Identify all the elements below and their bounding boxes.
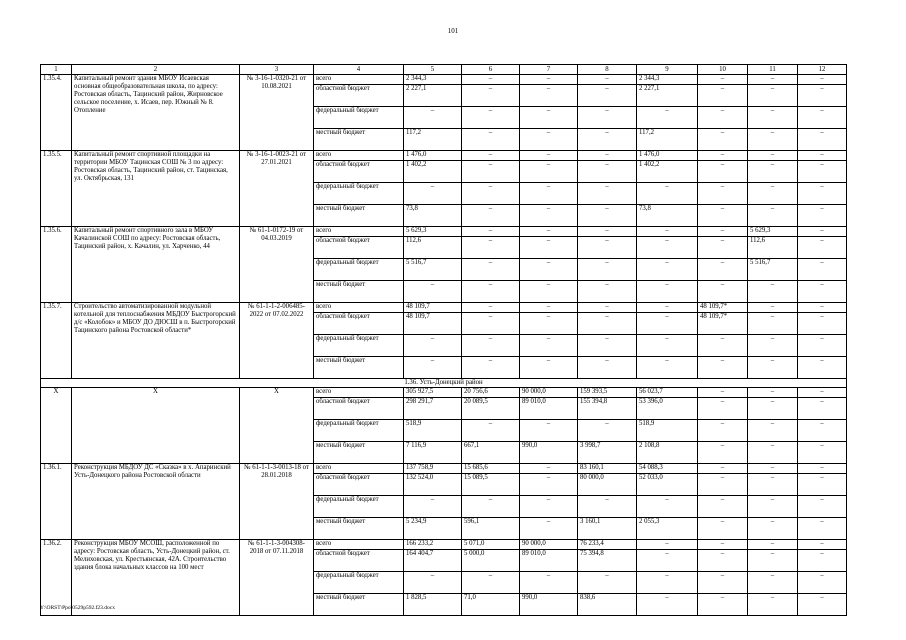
amount-cell: 48 109,7: [404, 313, 462, 335]
item-number: 1.36.2.: [41, 540, 72, 616]
amount-cell: –: [698, 281, 748, 303]
page-number: 101: [447, 27, 459, 35]
amount-cell: –: [462, 281, 520, 303]
amount-cell: –: [404, 572, 462, 594]
amount-cell: 89 010,0: [520, 550, 578, 572]
item-name: Капитальный ремонт здания МБОУ Исаевская основная общеобразовательная школа, по адресу: Ростовская область, Тацинский район, Жирновское сельское поселение, х. Исаев, пер. Южный № 8. Отопление: [72, 75, 240, 151]
amount-cell: –: [798, 357, 847, 379]
amount-cell: –: [748, 85, 798, 107]
amount-cell: –: [798, 259, 847, 281]
amount-cell: 298 291,7: [404, 398, 462, 420]
amount-cell: –: [520, 281, 578, 303]
amount-cell: 112,6: [748, 237, 798, 259]
amount-cell: –: [520, 420, 578, 442]
amount-cell: –: [404, 107, 462, 129]
amount-cell: –: [748, 572, 798, 594]
amount-cell: –: [520, 151, 578, 161]
amount-cell: 80 000,0: [578, 474, 637, 496]
amount-cell: –: [637, 550, 698, 572]
amount-cell: –: [637, 496, 698, 518]
funding-source: местный бюджет: [314, 442, 404, 464]
item-document: Х: [240, 388, 314, 464]
amount-cell: –: [698, 594, 748, 616]
amount-cell: –: [520, 357, 578, 379]
amount-cell: –: [748, 398, 798, 420]
funding-source: всего: [314, 464, 404, 474]
amount-cell: –: [698, 161, 748, 183]
amount-cell: –: [578, 205, 637, 227]
amount-cell: 164 404,7: [404, 550, 462, 572]
amount-cell: –: [462, 259, 520, 281]
amount-cell: –: [462, 420, 520, 442]
amount-cell: –: [462, 75, 520, 85]
amount-cell: –: [748, 496, 798, 518]
item-number: 1.35.5.: [41, 151, 72, 227]
amount-cell: 56 023,7: [637, 388, 698, 398]
amount-cell: 89 010,0: [520, 398, 578, 420]
column-header: 7: [520, 65, 578, 75]
amount-cell: 166 233,2: [404, 540, 462, 550]
amount-cell: 5 516,7: [404, 259, 462, 281]
amount-cell: –: [578, 313, 637, 335]
funding-source: областной бюджет: [314, 550, 404, 572]
amount-cell: –: [798, 464, 847, 474]
funding-source: областной бюджет: [314, 85, 404, 107]
amount-cell: –: [578, 85, 637, 107]
table-row: [41, 75, 847, 85]
amount-cell: –: [748, 357, 798, 379]
amount-cell: –: [462, 335, 520, 357]
amount-cell: –: [748, 205, 798, 227]
funding-source: местный бюджет: [314, 518, 404, 540]
amount-cell: 117,2: [404, 129, 462, 151]
amount-cell: –: [748, 183, 798, 205]
amount-cell: –: [520, 85, 578, 107]
amount-cell: –: [462, 357, 520, 379]
amount-cell: 54 088,3: [637, 464, 698, 474]
amount-cell: –: [798, 303, 847, 313]
funding-source: всего: [314, 540, 404, 550]
amount-cell: 52 033,0: [637, 474, 698, 496]
amount-cell: –: [462, 161, 520, 183]
amount-cell: –: [698, 357, 748, 379]
amount-cell: 5 234,9: [404, 518, 462, 540]
amount-cell: –: [578, 496, 637, 518]
funding-source: всего: [314, 303, 404, 313]
amount-cell: –: [698, 518, 748, 540]
amount-cell: 159 393,5: [578, 388, 637, 398]
amount-cell: –: [698, 85, 748, 107]
amount-cell: 2 055,3: [637, 518, 698, 540]
amount-cell: –: [698, 205, 748, 227]
amount-cell: –: [748, 540, 798, 550]
amount-cell: 990,0: [520, 442, 578, 464]
amount-cell: –: [404, 281, 462, 303]
amount-cell: 48 109,7*: [698, 313, 748, 335]
amount-cell: –: [520, 496, 578, 518]
amount-cell: –: [698, 227, 748, 237]
column-header: 11: [748, 65, 798, 75]
amount-cell: 596,1: [462, 518, 520, 540]
amount-cell: –: [798, 335, 847, 357]
funding-source: местный бюджет: [314, 357, 404, 379]
amount-cell: –: [520, 237, 578, 259]
item-document: № 61-1-0172-19 от 04.03.2019: [240, 227, 314, 303]
amount-cell: –: [698, 75, 748, 85]
amount-cell: –: [748, 151, 798, 161]
amount-cell: 838,6: [578, 594, 637, 616]
amount-cell: 5 071,0: [462, 540, 520, 550]
amount-cell: –: [578, 151, 637, 161]
amount-cell: –: [748, 75, 798, 85]
column-header: 10: [698, 65, 748, 75]
amount-cell: –: [748, 303, 798, 313]
table-row: [41, 303, 847, 313]
item-name: Капитальный ремонт спортивного зала в МБОУ Качалинской СОШ по адресу: Ростовская область, Тацинский район, х. Качалин, ул. Харченко, 44: [72, 227, 240, 303]
amount-cell: –: [698, 540, 748, 550]
column-header: 2: [72, 65, 240, 75]
amount-cell: –: [578, 357, 637, 379]
amount-cell: –: [520, 464, 578, 474]
amount-cell: –: [462, 183, 520, 205]
amount-cell: –: [748, 442, 798, 464]
item-number: 1.35.4.: [41, 75, 72, 151]
amount-cell: –: [637, 313, 698, 335]
amount-cell: –: [748, 161, 798, 183]
amount-cell: 15 685,6: [462, 464, 520, 474]
amount-cell: 2 344,3: [637, 75, 698, 85]
amount-cell: –: [578, 237, 637, 259]
amount-cell: –: [698, 572, 748, 594]
amount-cell: –: [798, 107, 847, 129]
amount-cell: –: [798, 496, 847, 518]
amount-cell: 117,2: [637, 129, 698, 151]
amount-cell: 1 476,0: [404, 151, 462, 161]
amount-cell: –: [798, 151, 847, 161]
funding-source: областной бюджет: [314, 474, 404, 496]
amount-cell: –: [698, 388, 748, 398]
amount-cell: –: [798, 474, 847, 496]
amount-cell: 73,8: [637, 205, 698, 227]
amount-cell: 3 160,1: [578, 518, 637, 540]
funding-source: всего: [314, 388, 404, 398]
funding-source: областной бюджет: [314, 237, 404, 259]
funding-source: федеральный бюджет: [314, 107, 404, 129]
funding-source: всего: [314, 227, 404, 237]
amount-cell: –: [698, 151, 748, 161]
column-header: 4: [314, 65, 404, 75]
funding-source: всего: [314, 151, 404, 161]
amount-cell: –: [748, 313, 798, 335]
amount-cell: –: [637, 572, 698, 594]
amount-cell: 76 233,4: [578, 540, 637, 550]
amount-cell: 90 000,0: [520, 388, 578, 398]
amount-cell: –: [520, 572, 578, 594]
funding-source: федеральный бюджет: [314, 572, 404, 594]
table-row: [41, 388, 847, 398]
amount-cell: 1 476,0: [637, 151, 698, 161]
amount-cell: –: [698, 496, 748, 518]
amount-cell: 667,1: [462, 442, 520, 464]
amount-cell: –: [637, 303, 698, 313]
amount-cell: –: [698, 129, 748, 151]
amount-cell: 137 758,9: [404, 464, 462, 474]
amount-cell: –: [798, 550, 847, 572]
amount-cell: –: [637, 107, 698, 129]
column-header: 12: [798, 65, 847, 75]
table-header: [41, 65, 847, 75]
amount-cell: –: [748, 129, 798, 151]
amount-cell: –: [798, 227, 847, 237]
amount-cell: –: [698, 474, 748, 496]
funding-source: федеральный бюджет: [314, 420, 404, 442]
table-row: [41, 464, 847, 474]
item-number: Х: [41, 388, 72, 464]
amount-cell: –: [520, 303, 578, 313]
amount-cell: 5 629,3: [404, 227, 462, 237]
amount-cell: –: [798, 540, 847, 550]
amount-cell: –: [798, 85, 847, 107]
amount-cell: –: [698, 237, 748, 259]
amount-cell: –: [578, 335, 637, 357]
amount-cell: –: [520, 161, 578, 183]
amount-cell: –: [637, 259, 698, 281]
amount-cell: –: [637, 357, 698, 379]
amount-cell: –: [637, 237, 698, 259]
amount-cell: 48 109,7: [404, 303, 462, 313]
amount-cell: 305 927,5: [404, 388, 462, 398]
item-name: Х: [72, 388, 240, 464]
amount-cell: –: [798, 388, 847, 398]
amount-cell: –: [520, 518, 578, 540]
amount-cell: –: [698, 420, 748, 442]
amount-cell: –: [798, 572, 847, 594]
amount-cell: 2 108,8: [637, 442, 698, 464]
amount-cell: –: [520, 129, 578, 151]
amount-cell: 1 402,2: [404, 161, 462, 183]
table-row: [41, 540, 847, 550]
amount-cell: –: [698, 107, 748, 129]
column-header: 6: [462, 65, 520, 75]
funding-source: местный бюджет: [314, 594, 404, 616]
amount-cell: –: [520, 183, 578, 205]
amount-cell: –: [462, 227, 520, 237]
amount-cell: –: [578, 129, 637, 151]
amount-cell: 75 394,8: [578, 550, 637, 572]
funding-source: федеральный бюджет: [314, 259, 404, 281]
amount-cell: 3 998,7: [578, 442, 637, 464]
amount-cell: 132 524,0: [404, 474, 462, 496]
amount-cell: –: [404, 496, 462, 518]
amount-cell: –: [798, 518, 847, 540]
item-name: Капитальный ремонт спортивной площадки на территории МБОУ Тацинская СОШ № 3 по адресу: Ростовская область, Тацинский район, ст. Тацинская, ул. Октябрьская, 131: [72, 151, 240, 227]
amount-cell: 15 089,5: [462, 474, 520, 496]
amount-cell: 90 000,0: [520, 540, 578, 550]
amount-cell: –: [698, 442, 748, 464]
item-number: 1.35.7.: [41, 303, 72, 379]
amount-cell: –: [637, 281, 698, 303]
amount-cell: 518,9: [404, 420, 462, 442]
amount-cell: –: [462, 313, 520, 335]
amount-cell: –: [798, 75, 847, 85]
amount-cell: –: [637, 540, 698, 550]
amount-cell: 1 828,5: [404, 594, 462, 616]
amount-cell: –: [520, 227, 578, 237]
item-document: № 3-16-1-0320-21 от 10.08.2021: [240, 75, 314, 151]
funding-source: местный бюджет: [314, 129, 404, 151]
amount-cell: –: [748, 281, 798, 303]
amount-cell: –: [520, 107, 578, 129]
amount-cell: 83 160,1: [578, 464, 637, 474]
amount-cell: –: [462, 85, 520, 107]
amount-cell: –: [748, 335, 798, 357]
amount-cell: –: [798, 398, 847, 420]
amount-cell: –: [520, 474, 578, 496]
amount-cell: –: [698, 464, 748, 474]
item-document: № 61-1-1-3-004308-2018 от 07.11.2018: [240, 540, 314, 616]
amount-cell: –: [578, 183, 637, 205]
amount-cell: 5 000,0: [462, 550, 520, 572]
amount-cell: –: [520, 205, 578, 227]
amount-cell: –: [798, 237, 847, 259]
amount-cell: –: [698, 183, 748, 205]
amount-cell: –: [748, 594, 798, 616]
amount-cell: –: [798, 129, 847, 151]
amount-cell: 20 089,5: [462, 398, 520, 420]
table-body: [41, 75, 847, 616]
amount-cell: 2 227,1: [637, 85, 698, 107]
amount-cell: –: [578, 420, 637, 442]
amount-cell: –: [748, 550, 798, 572]
amount-cell: –: [748, 518, 798, 540]
amount-cell: –: [462, 205, 520, 227]
amount-cell: –: [520, 75, 578, 85]
funding-source: федеральный бюджет: [314, 496, 404, 518]
column-header: 5: [404, 65, 462, 75]
column-header: 8: [578, 65, 637, 75]
amount-cell: 53 396,0: [637, 398, 698, 420]
footer-file-path: Y:\ORST\Ppo\0529p592.f23.docx: [40, 605, 115, 611]
amount-cell: –: [637, 183, 698, 205]
amount-cell: –: [462, 129, 520, 151]
amount-cell: –: [698, 398, 748, 420]
amount-cell: –: [520, 335, 578, 357]
amount-cell: –: [404, 335, 462, 357]
amount-cell: 20 756,6: [462, 388, 520, 398]
funding-source: всего: [314, 75, 404, 85]
amount-cell: 2 344,3: [404, 75, 462, 85]
amount-cell: –: [578, 303, 637, 313]
amount-cell: –: [578, 161, 637, 183]
amount-cell: –: [748, 107, 798, 129]
amount-cell: –: [462, 107, 520, 129]
amount-cell: 73,8: [404, 205, 462, 227]
amount-cell: –: [798, 420, 847, 442]
funding-source: федеральный бюджет: [314, 335, 404, 357]
item-name: Реконструкция МБОУ МСОШ, расположенной по адресу: Ростовская область, Усть-Донецкий район, ст. Мелиховская, ул. Крестьянская, 42А. Строительство здания блока начальных классов на 100 мест: [72, 540, 240, 616]
funding-source: местный бюджет: [314, 281, 404, 303]
amount-cell: –: [698, 335, 748, 357]
column-header: 1: [41, 65, 72, 75]
amount-cell: –: [578, 572, 637, 594]
item-name: Строительство автоматизированной модульной котельной для теплоснабжения МБДОУ Быстрогорский д/с «Колобок» и МБОУ ДО ДЮСШ в п. Быстрогорский Тацинского района Ростовской области*: [72, 303, 240, 379]
amount-cell: –: [748, 464, 798, 474]
amount-cell: –: [462, 151, 520, 161]
column-header: 9: [637, 65, 698, 75]
amount-cell: –: [520, 313, 578, 335]
item-document: № 3-16-1-0023-21 от 27.01.2021: [240, 151, 314, 227]
amount-cell: –: [748, 388, 798, 398]
amount-cell: –: [798, 594, 847, 616]
funding-source: областной бюджет: [314, 398, 404, 420]
item-document: № 61-1-1-3-0013-18 от 28.01.2018: [240, 464, 314, 540]
investment-table: [40, 64, 847, 616]
amount-cell: 1 402,2: [637, 161, 698, 183]
table-row: [41, 151, 847, 161]
item-number: 1.36.1.: [41, 464, 72, 540]
amount-cell: –: [637, 227, 698, 237]
item-document: № 61-1-1-2-006485-2022 от 07.02.2022: [240, 303, 314, 379]
section-title: 1.36. Усть-Донецкий район: [41, 379, 847, 388]
amount-cell: –: [462, 496, 520, 518]
amount-cell: –: [578, 281, 637, 303]
funding-source: местный бюджет: [314, 205, 404, 227]
amount-cell: –: [578, 75, 637, 85]
amount-cell: –: [798, 161, 847, 183]
table-row: [41, 227, 847, 237]
funding-source: федеральный бюджет: [314, 183, 404, 205]
column-header: 3: [240, 65, 314, 75]
funding-source: областной бюджет: [314, 161, 404, 183]
amount-cell: 7 116,9: [404, 442, 462, 464]
amount-cell: –: [798, 183, 847, 205]
amount-cell: –: [578, 259, 637, 281]
amount-cell: –: [798, 442, 847, 464]
amount-cell: –: [698, 259, 748, 281]
amount-cell: 518,9: [637, 420, 698, 442]
amount-cell: –: [748, 474, 798, 496]
amount-cell: 112,6: [404, 237, 462, 259]
amount-cell: –: [404, 357, 462, 379]
amount-cell: –: [637, 335, 698, 357]
amount-cell: –: [578, 107, 637, 129]
amount-cell: –: [798, 313, 847, 335]
amount-cell: –: [637, 594, 698, 616]
amount-cell: –: [520, 259, 578, 281]
amount-cell: –: [462, 237, 520, 259]
amount-cell: 155 394,8: [578, 398, 637, 420]
item-number: 1.35.6.: [41, 227, 72, 303]
amount-cell: –: [578, 227, 637, 237]
amount-cell: –: [404, 183, 462, 205]
amount-cell: 48 109,7*: [698, 303, 748, 313]
amount-cell: –: [798, 205, 847, 227]
item-name: Реконструкция МБДОУ ДС «Сказка» в х. Апаринский Усть-Донецкого района Ростовской области: [72, 464, 240, 540]
amount-cell: 2 227,1: [404, 85, 462, 107]
amount-cell: –: [462, 303, 520, 313]
amount-cell: –: [462, 572, 520, 594]
amount-cell: –: [698, 550, 748, 572]
amount-cell: 5 629,3: [748, 227, 798, 237]
funding-source: областной бюджет: [314, 313, 404, 335]
amount-cell: 990,0: [520, 594, 578, 616]
amount-cell: 71,0: [462, 594, 520, 616]
amount-cell: 5 516,7: [748, 259, 798, 281]
section-row: [41, 379, 847, 388]
amount-cell: –: [798, 281, 847, 303]
amount-cell: –: [748, 420, 798, 442]
